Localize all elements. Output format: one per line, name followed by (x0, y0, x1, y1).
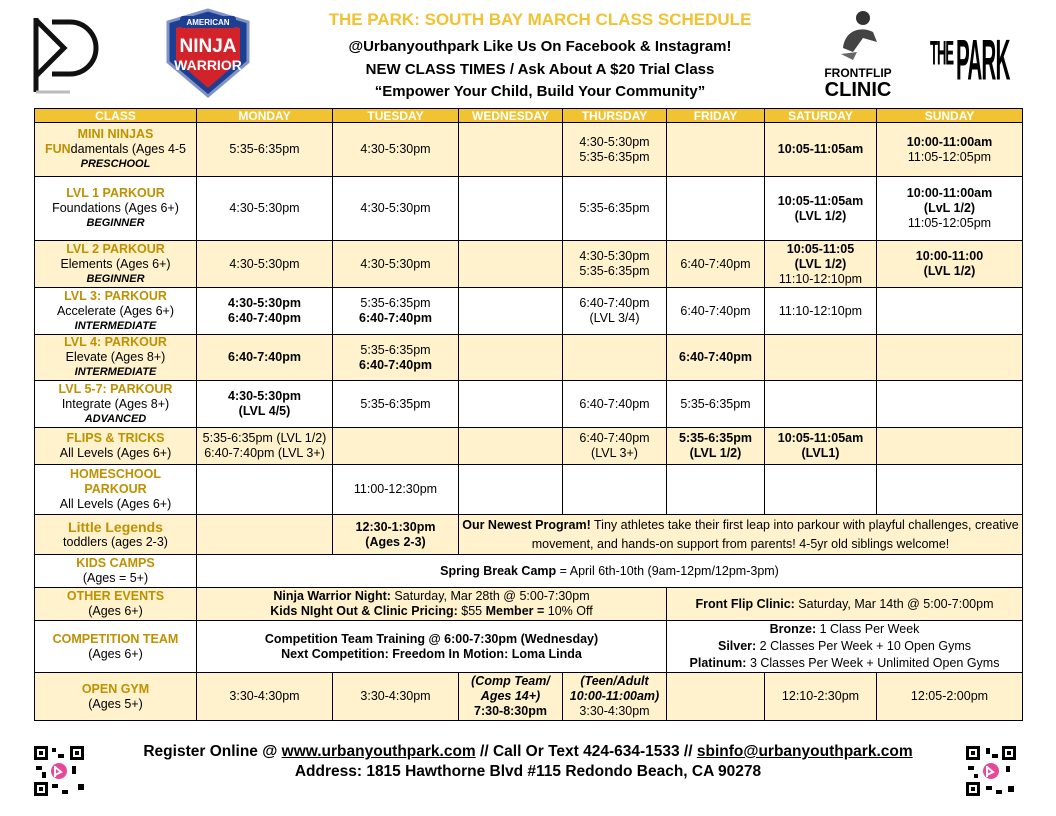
promo-title: Our Newest Program! (462, 517, 591, 532)
cell-mon: 4:30-5:30pm (197, 177, 333, 241)
class-desc: All Levels (Ages 6+) (59, 497, 172, 511)
cell-sat (765, 177, 877, 241)
cell-thu (563, 673, 667, 721)
time: 5:35-6:35pm (360, 296, 431, 310)
level-note: (LVL 1/2) (923, 264, 976, 278)
class-level: BEGINNER (86, 217, 145, 229)
class-cell-little-legends (35, 515, 197, 555)
col-header-saturday: SATURDAY (765, 109, 877, 123)
event-text: 10% Off (544, 604, 593, 618)
cell-thu (563, 241, 667, 288)
class-cell-lvl57 (35, 381, 197, 428)
ninja-logo-warrior: WARRIOR (174, 57, 242, 73)
class-desc: Elements (Ages 6+) (60, 256, 171, 271)
class-name: FLIPS & TRICKS (66, 431, 165, 445)
cell-mon: 3:30-4:30pm (197, 673, 333, 721)
class-schedule-table (34, 108, 1023, 721)
cell-wed (459, 428, 563, 465)
the-park-logo (930, 30, 1024, 94)
frontflip-event-cell (667, 588, 1023, 621)
class-cell-lvl1 (35, 177, 197, 241)
time: 11:05-12:05pm (907, 216, 992, 230)
class-cell-mini-ninjas (35, 123, 197, 177)
cell-sun (877, 428, 1023, 465)
time: 5:35-6:35pm (579, 149, 650, 164)
level-note: (LVL 3+) (591, 446, 638, 460)
cell-mon (197, 465, 333, 515)
class-level: INTERMEDIATE (74, 319, 157, 332)
level-note: (LVL 3/4) (589, 311, 640, 325)
time: 10:05-11:05am (777, 193, 864, 208)
col-header-thursday: THURSDAY (563, 109, 667, 123)
class-desc: Foundations (Ages 6+) (52, 201, 179, 215)
camp-title: Spring Break Camp (440, 563, 557, 578)
class-desc: Integrate (Ages 8+) (61, 396, 170, 411)
social-line: @Urbanyouthpark Like Us On Facebook & Instagram! (348, 38, 732, 55)
cell-sun (877, 123, 1023, 177)
class-desc: All Levels (Ages 6+) (59, 446, 172, 460)
register-label: Register Online @ (143, 743, 282, 760)
note: 10:00-11:00am) (569, 689, 660, 703)
col-header-tuesday: TUESDAY (333, 109, 459, 123)
class-cell-kids-camps (35, 555, 197, 588)
cell-fri (667, 177, 765, 241)
cell-sat: 10:05-11:05am (765, 123, 877, 177)
cell-sun (877, 381, 1023, 428)
class-desc: Elevate (Ages 8+) (65, 350, 166, 364)
time: 6:40-7:40pm (579, 431, 650, 445)
cell-tue (333, 428, 459, 465)
class-level: ADVANCED (84, 412, 147, 425)
cell-tue: 5:35-6:35pm (333, 381, 459, 428)
class-cell-open-gym (35, 673, 197, 721)
time: 6:40-7:40pm (579, 296, 650, 310)
time: 7:30-8:30pm (474, 704, 547, 718)
col-header-wednesday: WEDNESDAY (459, 109, 563, 123)
cell-wed (459, 123, 563, 177)
event-title: Kids NIght Out & Clinic Pricing: (270, 604, 458, 618)
cell-tue (333, 335, 459, 381)
table-row (35, 465, 1023, 515)
note: Ages 14+) (480, 689, 541, 703)
class-name: PARKOUR (84, 482, 147, 496)
page-title: THE PARK: SOUTH BAY MARCH CLASS SCHEDULE (328, 10, 752, 29)
address-line: Address: 1815 Hawthorne Blvd #115 Redondo Beach, CA 90278 (294, 763, 762, 780)
table-header-row (35, 109, 1023, 123)
time: 10:05-11:05am (777, 431, 864, 445)
frontflip-logo-line2: CLINIC (824, 79, 892, 101)
level-note: (LVL 1/2) (689, 446, 742, 460)
cell-wed (459, 288, 563, 335)
cell-mon (197, 381, 333, 428)
event-text: Saturday, Mar 28th @ 5:00-7:30pm (390, 589, 590, 603)
col-header-class: CLASS (35, 109, 197, 123)
time: 11:05-12:05pm (907, 149, 992, 164)
class-name: LVL 1 PARKOUR (66, 186, 165, 200)
cell-wed (459, 465, 563, 515)
class-desc: Accelerate (Ages 6+) (56, 303, 175, 318)
cell-thu (563, 465, 667, 515)
cell-mon (197, 288, 333, 335)
cell-thu (563, 288, 667, 335)
age-note: (Ages 2-3) (365, 534, 426, 549)
time: 12:30-1:30pm (355, 519, 436, 534)
time: 10:05-11:05 (786, 241, 855, 256)
cell-thu (563, 428, 667, 465)
cell-fri (667, 673, 765, 721)
class-name: LVL 2 PARKOUR (66, 241, 165, 256)
park-logo-park: PARK (956, 29, 1010, 95)
cell-sun (877, 241, 1023, 288)
qr-code-left[interactable] (32, 744, 86, 803)
competition-training: Competition Team Training @ 6:00-7:30pm (Wednesday) (264, 631, 599, 646)
time: 10:00-11:00 (915, 249, 984, 263)
frontflip-logo-line1: FRONTFLIP (824, 66, 892, 80)
note: (Teen/Adult (580, 674, 649, 688)
table-row (35, 588, 1023, 621)
website-link[interactable]: www.urbanyouthpark.com (281, 743, 476, 760)
cell-sun (877, 465, 1023, 515)
cell-tue (333, 515, 459, 555)
ninja-logo-american: AMERICAN (186, 18, 230, 27)
class-desc: toddlers (ages 2-3) (63, 534, 168, 549)
cell-wed (459, 381, 563, 428)
class-name: OTHER EVENTS (66, 589, 165, 603)
tier-name: Platinum: (689, 656, 747, 670)
cell-sun (877, 288, 1023, 335)
cell-tue (333, 288, 459, 335)
cell-sat (765, 381, 877, 428)
cell-fri: 6:40-7:40pm (667, 288, 765, 335)
table-row (35, 241, 1023, 288)
tier-text: 3 Classes Per Week + Unlimited Open Gyms (746, 656, 1000, 670)
cell-wed (459, 335, 563, 381)
col-header-friday: FRIDAY (667, 109, 765, 123)
class-cell-lvl4 (35, 335, 197, 381)
tier-text: 2 Classes Per Week + 10 Open Gyms (756, 639, 971, 653)
class-desc: damentals (Ages 4-5 (70, 142, 187, 156)
time: 3:30-4:30pm (579, 704, 650, 718)
table-row (35, 123, 1023, 177)
event-text: $55 (457, 604, 486, 618)
time: 5:35-6:35pm (579, 264, 650, 278)
class-desc: (Ages 5+) (88, 696, 143, 711)
events-cell (197, 588, 667, 621)
cell-wed (459, 673, 563, 721)
tier-name: Bronze: (769, 622, 817, 636)
class-name: OPEN GYM (81, 681, 150, 696)
cell-tue: 4:30-5:30pm (333, 177, 459, 241)
table-row (35, 555, 1023, 588)
tier-name: Silver: (717, 639, 757, 653)
cell-thu (563, 123, 667, 177)
class-cell-homeschool (35, 465, 197, 515)
class-level: BEGINNER (86, 272, 145, 285)
register-line (96, 742, 960, 762)
class-fun: FUN (44, 142, 71, 156)
class-name: HOMESCHOOL (70, 467, 161, 481)
time: 6:40-7:40pm (228, 311, 301, 325)
trial-class-line: NEW CLASS TIMES / Ask About A $20 Trial Class (365, 61, 715, 78)
table-row (35, 428, 1023, 465)
class-name: LVL 5-7: PARKOUR (58, 381, 173, 396)
cell-thu: 5:35-6:35pm (563, 177, 667, 241)
event-title: Front Flip Clinic: (695, 596, 795, 611)
class-cell-other-events (35, 588, 197, 621)
camp-cell (197, 555, 1023, 588)
cell-mon: 4:30-5:30pm (197, 241, 333, 288)
email-link[interactable]: sbinfo@urbanyouthpark.com (696, 743, 913, 760)
cell-tue: 4:30-5:30pm (333, 123, 459, 177)
time: 6:40-7:40pm (359, 357, 432, 372)
table-row (35, 673, 1023, 721)
class-desc: (Ages 6+) (88, 646, 143, 661)
class-name: MINI NINJAS (77, 127, 154, 141)
table-row (35, 381, 1023, 428)
table-row (35, 621, 1023, 673)
table-row (35, 515, 1023, 555)
level-note: (LVL 1/2) (794, 256, 847, 271)
cell-fri: 6:40-7:40pm (667, 335, 765, 381)
cell-tue: 4:30-5:30pm (333, 241, 459, 288)
time: 6:40-7:40pm (359, 311, 432, 325)
time: 5:35-6:35pm (360, 342, 431, 357)
class-cell-flips (35, 428, 197, 465)
cell-mon (197, 428, 333, 465)
note: (Comp Team/ (471, 674, 550, 688)
park-logo-the: THE (930, 33, 953, 73)
cell-thu: 6:40-7:40pm (563, 381, 667, 428)
col-header-monday: MONDAY (197, 109, 333, 123)
cell-fri (667, 428, 765, 465)
class-name: LVL 4: PARKOUR (64, 335, 167, 349)
time: 5:35-6:35pm (LVL 1/2) (202, 431, 327, 445)
cell-mon: 6:40-7:40pm (197, 335, 333, 381)
level-note: (LvL 1/2) (923, 201, 976, 215)
time: 4:30-5:30pm (579, 249, 650, 263)
class-desc: (Ages 6+) (88, 604, 143, 618)
camp-text: = April 6th-10th (9am-12pm/12pm-3pm) (556, 563, 779, 578)
cell-fri (667, 123, 765, 177)
ninja-logo-ninja: NINJA (179, 36, 237, 57)
class-name: COMPETITION TEAM (52, 631, 179, 646)
time: 4:30-5:30pm (228, 296, 301, 310)
cell-tue: 11:00-12:30pm (333, 465, 459, 515)
qr-code-right[interactable] (964, 744, 1018, 803)
event-title: Member = (485, 604, 545, 618)
time: 4:30-5:30pm (579, 134, 650, 149)
cell-mon (197, 515, 333, 555)
class-level: INTERMEDIATE (74, 366, 157, 378)
cell-sun (877, 335, 1023, 381)
cell-sun: 12:05-2:00pm (877, 673, 1023, 721)
slogan-line: “Empower Your Child, Build Your Community” (374, 83, 706, 100)
time: 6:40-7:40pm (LVL 3+) (204, 446, 325, 460)
cell-fri: 6:40-7:40pm (667, 241, 765, 288)
cell-wed (459, 241, 563, 288)
table-row (35, 335, 1023, 381)
time: 11:10-12:10pm (778, 271, 863, 286)
phone-text: // Call Or Text 424-634-1533 // (475, 743, 697, 760)
time: 4:30-5:30pm (228, 389, 301, 403)
cell-fri: 5:35-6:35pm (667, 381, 765, 428)
class-desc: (Ages = 5+) (82, 571, 149, 585)
cell-fri (667, 465, 765, 515)
cell-sat (765, 335, 877, 381)
event-title: Ninja Warrior Night: (273, 589, 391, 603)
urban-youth-park-logo (30, 14, 102, 111)
table-row (35, 288, 1023, 335)
level-note: (LVL 1/2) (794, 208, 847, 223)
cell-sat: 11:10-12:10pm (765, 288, 877, 335)
class-name: KIDS CAMPS (76, 556, 155, 570)
competition-cell (197, 621, 667, 673)
cell-sat (765, 428, 877, 465)
level-note: (LVL1) (801, 446, 840, 460)
event-text: Saturday, Mar 14th @ 5:00-7:00pm (794, 596, 994, 611)
table-row (35, 177, 1023, 241)
cell-mon: 5:35-6:35pm (197, 123, 333, 177)
cell-thu (563, 335, 667, 381)
col-header-sunday: SUNDAY (877, 109, 1023, 123)
cell-tue: 3:30-4:30pm (333, 673, 459, 721)
cell-wed (459, 177, 563, 241)
cell-sat (765, 465, 877, 515)
class-level: PRESCHOOL (80, 158, 151, 170)
promo-text: Tiny athletes take their first leap into parkour with playful challenges, creative movement, and hands-on support from parents! 4-5yr old siblings welcome! (531, 517, 1019, 551)
tier-text: 1 Class Per Week (816, 622, 920, 636)
class-name: Little Legends (68, 518, 163, 535)
cell-sat (765, 241, 877, 288)
class-name: LVL 3: PARKOUR (64, 288, 167, 303)
time: 10:00-11:00am (906, 186, 993, 200)
membership-cell (667, 621, 1023, 673)
cell-sun (877, 177, 1023, 241)
cell-sat: 12:10-2:30pm (765, 673, 877, 721)
time: 5:35-6:35pm (679, 431, 752, 445)
next-competition: Next Competition: Freedom In Motion: Loma Linda (281, 646, 582, 661)
class-cell-competition (35, 621, 197, 673)
time: 10:00-11:00am (906, 134, 993, 149)
level-note: (LVL 4/5) (238, 404, 291, 418)
promo-cell (459, 515, 1023, 555)
class-cell-lvl2 (35, 241, 197, 288)
class-cell-lvl3 (35, 288, 197, 335)
